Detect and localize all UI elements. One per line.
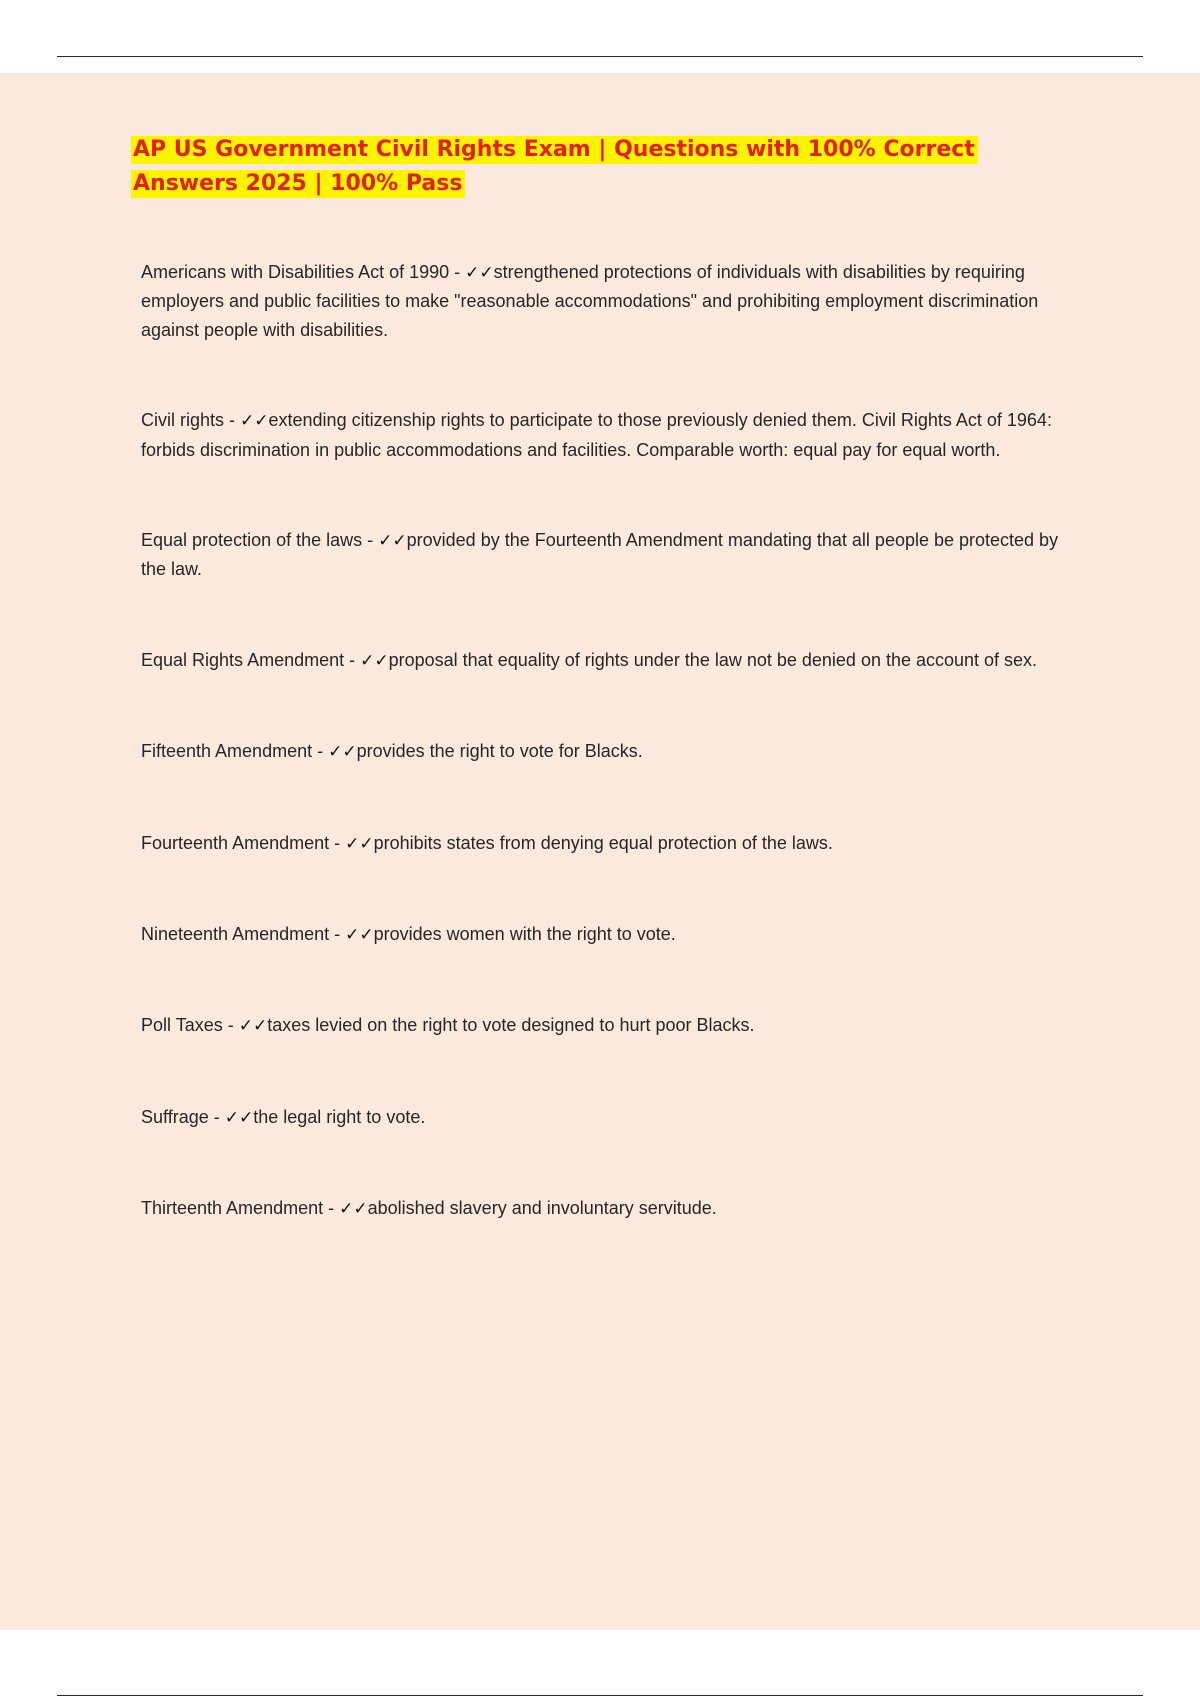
check-icon: ✓✓ bbox=[465, 263, 494, 283]
entry-term: Fifteenth Amendment bbox=[141, 741, 313, 762]
definition-entry bbox=[141, 1011, 1061, 1040]
entry-separator: - bbox=[344, 649, 361, 670]
entry-term: Americans with Disabilities Act of 1990 bbox=[141, 262, 450, 282]
definition-entry bbox=[141, 1194, 1061, 1223]
entry-separator: - bbox=[323, 1198, 340, 1219]
definition-entry bbox=[141, 920, 1061, 949]
title-highlight: AP US Government Civil Rights Exam | Questions with 100% Correct Answers 2025 | 100% Pass bbox=[131, 136, 978, 198]
entry-separator: - bbox=[208, 1106, 225, 1127]
check-icon: ✓✓ bbox=[339, 1199, 368, 1220]
entry-term: Civil rights bbox=[141, 410, 225, 431]
entry-definition: taxes levied on the right to vote designed to hurt poor Blacks. bbox=[267, 1015, 755, 1036]
entry-separator: - bbox=[222, 1015, 239, 1036]
entry-separator: - bbox=[224, 410, 241, 431]
entry-separator: - bbox=[449, 262, 466, 282]
entry-term: Poll Taxes bbox=[141, 1015, 223, 1036]
entry-term: Fourteenth Amendment bbox=[141, 832, 330, 853]
entry-definition: extending citizenship rights to participate to those previously denied them. Civil Rights Act of 1964: forbids discrimination in public accommodations and facilities. Comparable worth: equal pay for equal worth. bbox=[141, 410, 1052, 460]
entry-term: Equal protection of the laws bbox=[141, 530, 363, 551]
definition-entry bbox=[141, 829, 1061, 858]
entry-term: Nineteenth Amendment bbox=[141, 924, 330, 945]
entry-term: Suffrage bbox=[141, 1106, 209, 1127]
definition-entry bbox=[141, 526, 1061, 584]
entry-separator: - bbox=[312, 741, 329, 762]
check-icon: ✓✓ bbox=[345, 925, 374, 946]
check-icon: ✓✓ bbox=[328, 742, 357, 763]
check-icon: ✓✓ bbox=[240, 411, 269, 432]
definition-entry bbox=[141, 406, 1061, 464]
check-icon: ✓✓ bbox=[238, 1016, 268, 1037]
entry-definition: the legal right to vote. bbox=[253, 1106, 426, 1127]
entry-definition: abolished slavery and involuntary servitude. bbox=[367, 1198, 717, 1219]
definition-entry bbox=[141, 1103, 1061, 1132]
check-icon: ✓✓ bbox=[224, 1107, 254, 1128]
entry-definition: proposal that equality of rights under the law not be denied on the account of sex. bbox=[388, 649, 1038, 670]
entry-definition: prohibits states from denying equal protection of the laws. bbox=[373, 832, 833, 853]
definition-list bbox=[141, 258, 1061, 1286]
entry-separator: - bbox=[329, 924, 346, 945]
definition-entry bbox=[141, 646, 1061, 675]
entry-definition: provided by the Fourteenth Amendment mandating that all people be protected by the law. bbox=[141, 530, 1059, 580]
top-rule bbox=[57, 56, 1143, 57]
definition-entry bbox=[141, 258, 1061, 344]
check-icon: ✓✓ bbox=[345, 833, 374, 854]
bottom-rule bbox=[57, 1695, 1143, 1696]
document-title bbox=[131, 133, 1031, 201]
entry-separator: - bbox=[362, 530, 379, 551]
definition-entry bbox=[141, 737, 1061, 766]
entry-term: Equal Rights Amendment bbox=[141, 649, 345, 670]
entry-term: Thirteenth Amendment bbox=[141, 1198, 324, 1219]
entry-separator: - bbox=[329, 832, 346, 853]
check-icon: ✓✓ bbox=[360, 650, 389, 671]
entry-definition: strengthened protections of individuals with disabilities by requiring employers and public facilities to make "reasonable accommodations" and prohibiting employment discrimination against people with disabilities. bbox=[141, 262, 1039, 340]
entry-definition: provides the right to vote for Blacks. bbox=[356, 741, 643, 762]
entry-definition: provides women with the right to vote. bbox=[373, 924, 676, 945]
check-icon: ✓✓ bbox=[378, 531, 407, 552]
